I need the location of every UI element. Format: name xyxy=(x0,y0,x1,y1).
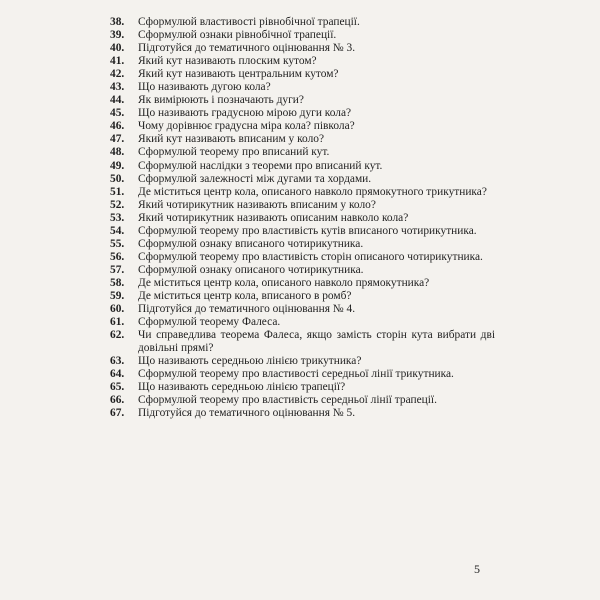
question-number: 38. xyxy=(110,16,125,28)
question-item xyxy=(110,186,495,199)
question-text: Сформулюй ознаку вписаного чотирикутника. xyxy=(138,237,364,250)
question-number: 62. xyxy=(110,329,125,342)
question-number: 45. xyxy=(110,107,125,120)
question-item xyxy=(110,133,495,146)
question-number: 49. xyxy=(110,159,125,172)
question-number: 53. xyxy=(110,211,125,224)
question-text: Який кут називають вписаним у коло? xyxy=(138,133,325,146)
question-number: 56. xyxy=(110,250,125,263)
question-item xyxy=(110,29,495,42)
question-number: 67. xyxy=(110,407,125,420)
question-number: 40. xyxy=(110,42,125,55)
question-number: 50. xyxy=(110,172,125,185)
question-item xyxy=(110,16,495,29)
question-item xyxy=(110,42,495,55)
question-item xyxy=(110,94,495,107)
question-number: 41. xyxy=(110,55,125,68)
question-item xyxy=(110,55,495,68)
question-text: Сформулюй теорему про властивість сторін описаного чотирикутника. xyxy=(138,250,483,263)
question-item xyxy=(110,146,495,159)
question-number: 46. xyxy=(110,120,125,133)
question-number: 57. xyxy=(110,263,125,276)
question-item xyxy=(110,251,495,264)
question-item xyxy=(110,120,495,133)
question-text: Який кут називають центральним кутом? xyxy=(138,68,339,81)
page-number: 5 xyxy=(474,562,480,576)
question-item xyxy=(110,199,495,212)
question-item xyxy=(110,316,495,329)
question-number: 52. xyxy=(110,198,125,211)
question-text: Чи справедлива теорема Фалеса, якщо замість сторін кута вибрати дві довільні прямі? xyxy=(138,329,495,355)
question-text: Сформулюй залежності між дугами та хордами. xyxy=(138,172,372,185)
question-text: Сформулюй властивості рівнобічної трапеції. xyxy=(138,16,360,28)
question-text: Що називають градусною мірою дуги кола? xyxy=(138,107,352,120)
question-item xyxy=(110,277,495,290)
question-text: Сформулюй теорему про вписаний кут. xyxy=(138,146,330,159)
question-text: Де міститься центр кола, описаного навколо прямокутного трикутника? xyxy=(138,185,487,198)
question-text: Сформулюй наслідки з теореми про вписаний кут. xyxy=(138,159,383,172)
question-number: 59. xyxy=(110,289,125,302)
question-text: Сформулюй теорему про властивості середньої лінії трикутника. xyxy=(138,368,454,381)
question-item xyxy=(110,368,495,381)
question-number: 54. xyxy=(110,224,125,237)
question-item xyxy=(110,160,495,173)
question-text: Як вимірюють і позначають дуги? xyxy=(138,94,304,107)
question-text: Що називають середньою лінією трикутника? xyxy=(138,355,362,368)
question-list xyxy=(110,16,495,420)
question-text: Підготуйся до тематичного оцінювання № 4. xyxy=(138,303,356,316)
question-item xyxy=(110,303,495,316)
question-item xyxy=(110,290,495,303)
question-text: Де міститься центр кола, вписаного в ромб? xyxy=(138,289,352,302)
question-text: Що називають середньою лінією трапеції? xyxy=(138,381,346,394)
question-text: Сформулюй теорему Фалеса. xyxy=(138,316,281,329)
question-number: 51. xyxy=(110,185,125,198)
question-item xyxy=(110,407,495,420)
question-item xyxy=(110,355,495,368)
question-text: Який чотирикутник називають вписаним у коло? xyxy=(138,198,376,211)
question-text: Сформулюй ознаки рівнобічної трапеції. xyxy=(138,29,337,42)
question-number: 43. xyxy=(110,81,125,94)
question-item xyxy=(110,238,495,251)
question-number: 39. xyxy=(110,29,125,42)
question-text: Де міститься центр кола, описаного навколо прямокутника? xyxy=(138,276,430,289)
question-number: 42. xyxy=(110,68,125,81)
question-text: Підготуйся до тематичного оцінювання № 3. xyxy=(138,42,356,55)
question-number: 63. xyxy=(110,355,125,368)
question-number: 60. xyxy=(110,303,125,316)
question-number: 58. xyxy=(110,276,125,289)
question-number: 65. xyxy=(110,381,125,394)
question-item xyxy=(110,81,495,94)
question-number: 66. xyxy=(110,394,125,407)
question-text: Що називають дугою кола? xyxy=(138,81,271,94)
question-number: 47. xyxy=(110,133,125,146)
question-item xyxy=(110,381,495,394)
question-text: Сформулюй ознаку описаного чотирикутника. xyxy=(138,263,364,276)
question-number: 61. xyxy=(110,316,125,329)
question-item xyxy=(110,107,495,120)
question-item xyxy=(110,329,495,355)
question-number: 48. xyxy=(110,146,125,159)
question-item xyxy=(110,264,495,277)
question-number: 64. xyxy=(110,368,125,381)
question-text: Сформулюй теорему про властивість кутів вписаного чотирикутника. xyxy=(138,224,477,237)
question-text: Чому дорівнює градусна міра кола? півкола? xyxy=(138,120,355,133)
question-item xyxy=(110,68,495,81)
question-text: Підготуйся до тематичного оцінювання № 5. xyxy=(138,407,356,420)
question-number: 44. xyxy=(110,94,125,107)
question-text: Який чотирикутник називають описаним навколо кола? xyxy=(138,211,409,224)
question-item xyxy=(110,225,495,238)
question-number: 55. xyxy=(110,237,125,250)
question-text: Сформулюй теорему про властивість середньої лінії трапеції. xyxy=(138,394,437,407)
question-item xyxy=(110,212,495,225)
question-text: Який кут називають плоским кутом? xyxy=(138,55,317,68)
question-item xyxy=(110,173,495,186)
question-item xyxy=(110,394,495,407)
